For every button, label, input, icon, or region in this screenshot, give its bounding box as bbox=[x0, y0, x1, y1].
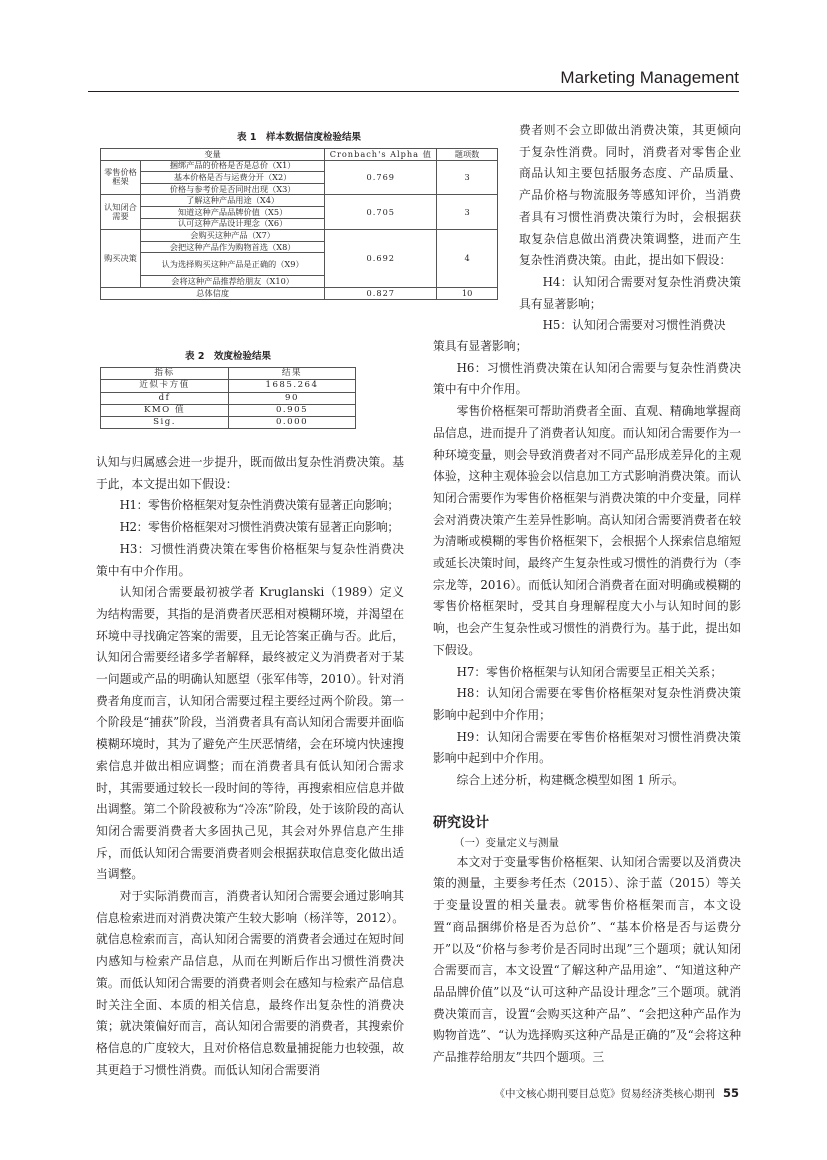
table1-caption: 表 1 样本数据信度检验结果 bbox=[237, 132, 361, 143]
hypothesis-h8: H8：认知闭合需要在零售价格框架对复杂性消费决策影响中起到中介作用； bbox=[433, 686, 741, 722]
paragraph: 零售价格框架可帮助消费者全面、直观、精确地掌握商品信息，进而提升了消费者认知度。而认知闭合需要作为一种环境变量，则会导致消费者对不同产品形成差异化的主观体验，这种主观体验会以信息加工方式影响消费决策。而认知闭合需要作为零售价格框架与消费决策的中介变量，同样会对消费决策产生差异性影响。高认知闭合需要消费者在较为清晰或模糊的零售价格框架下，会根据个人探索信息缩短或延长决策时间，最终产生复杂性或习惯性的消费行为（李宗龙等，2016）。而低认知闭合消费者在面对明确或模糊的零售价格框架时，受其自身理解程度大小与认知时间的影响，也会产生复杂性或习惯性的消费行为。基于此，提出如下假设。 bbox=[433, 404, 741, 657]
hypothesis-h9: H9：认知闭合需要在零售价格框架对习惯性消费决策影响中起到中介作用。 bbox=[433, 729, 741, 766]
table-row bbox=[101, 160, 498, 172]
paragraph: 认知与归属感会进一步提升，既而做出复杂性消费决策。基于此，本文提出如下假设： bbox=[96, 455, 404, 491]
count-cell: 3 bbox=[437, 160, 498, 195]
variable-cell: 会将这种产品推荐给朋友（X10） bbox=[140, 276, 324, 288]
subsection-heading: （一）变量定义与测量 bbox=[454, 836, 559, 849]
hypothesis-h4: H4：认知闭合需要对复杂性消费决策具有显著影响； bbox=[519, 274, 741, 311]
section-heading: 研究设计 bbox=[433, 814, 489, 831]
right-column bbox=[433, 336, 741, 1069]
table-header-cell: 结果 bbox=[229, 368, 356, 380]
paragraph: 认知闭合需要最初被学者 Kruglanski（1989）定义为结构需要，其指的是消费者厌恶相对模糊环境，并渴望在环境中寻找确定答案的需要，且无论答案正确与否。此后，认知闭合需要经诸多学者解释，最终被定义为消费者对于某一问题或产品的明确认知愿望（张军伟等，2010）。针对消费者角度而言，认知闭合需要过程主要经过两个阶段。第一个阶段是“捕获”阶段，当消费者具有高认知闭合需要并面临模糊环境时，其为了避免产生厌恶情绪，会在环境内快速搜索信息并做出相应调整；而在消费者具有低认知闭合需求时，其需要通过较长一段时间的等待，再搜索相应信息并做出调整。第二个阶段被称为“冷冻”阶段，处于该阶段的高认知闭合需要消费者大多固执己见，其会对外界信息产生排斥，而低认知闭合需要消费者则会根据获取信息变化做出适当调整。 bbox=[96, 585, 404, 882]
table-header-cell: Cronbach's Alpha 值 bbox=[325, 149, 437, 161]
table-row bbox=[101, 417, 356, 429]
variable-cell: 了解这种产品用途（X4） bbox=[140, 195, 324, 207]
paragraph: 费者则不会立即做出消费决策，其更倾向于复杂性消费。同时，消费者对零售企业商品认知主要包括服务态度、产品质量、产品价格与物流服务等感知评价，当消费者具有习惯性消费决策行为时，会根据获取复杂信息做出消费决策调整，进而产生复杂性消费决策。由此，提出如下假设： bbox=[519, 123, 741, 268]
table2-caption: 表 2 效度检验结果 bbox=[185, 351, 271, 362]
variable-cell: 知道这种产品品牌价值（X5） bbox=[140, 206, 324, 218]
table-header-cell: 题项数 bbox=[437, 149, 498, 161]
variable-cell: 认为选择购买这种产品是正确的（X9） bbox=[140, 253, 324, 276]
right-column-top bbox=[519, 120, 741, 337]
count-cell: 4 bbox=[437, 230, 498, 288]
alpha-cell: 0.769 bbox=[325, 160, 437, 195]
variable-cell: 捆绑产品的价格是否是总价（X1） bbox=[140, 160, 324, 172]
paragraph: 对于实际消费而言，消费者认知闭合需要会通过影响其信息检索进而对消费决策产生较大影响（杨洋等，2012）。就信息检索而言，高认知闭合需要的消费者会通过在短时间内感知与检索产品信息，从而在判断后作出习惯性消费决策。而低认知闭合需要的消费者则会在感知与检索产品信息时关注全面、本质的相关信息，最终作出复杂性的消费决策；就决策偏好而言，高认知闭合需要的消费者，其搜索价格信息的广度较大，且对价格信息数量捕捉能力也较强，故其更趋于习惯性消费。而低认知闭合需要消 bbox=[96, 889, 404, 1077]
variable-cell: 认可这种产品设计理念（X6） bbox=[140, 218, 324, 230]
running-header-title: Marketing Management bbox=[560, 68, 739, 87]
page-footer bbox=[494, 1086, 739, 1101]
header-rule bbox=[88, 91, 739, 92]
metric-cell: Sig. bbox=[101, 417, 229, 429]
metric-cell: KMO 值 bbox=[101, 404, 229, 416]
table-row bbox=[101, 195, 498, 207]
variable-cell: 价格与参考价是否同时出现（X3） bbox=[140, 183, 324, 195]
hypothesis-h5: H5：认知闭合需要对习惯性消费决 bbox=[542, 318, 726, 333]
reliability-table bbox=[100, 148, 498, 300]
table-row bbox=[101, 404, 356, 416]
hypothesis-h3: H3：习惯性消费决策在零售价格框架与复杂性消费决策中有中介作用。 bbox=[96, 541, 404, 578]
total-count-cell: 10 bbox=[437, 287, 498, 299]
paragraph: 本文对于变量零售价格框架、认知闭合需要以及消费决策的测量，主要参考任杰（2015）、涂于蓝（2015）等关于变量设置的相关量表。就零售价格框架而言，本文设置“商品捆绑价格是否为总价”、“基本价格是否与运费分开”以及“价格与参考价是否同时出现”三个题项；就认知闭合需要而言，本文设置“了解这种产品用途”、“知道这种产品品牌价值”以及“认可这种产品设计理念”三个题项。就消费决策而言，设置“会购买这种产品”、“会把这种产品作为购物首选”、“认为选择购买这种产品是正确的”及“会将这种产品推荐给朋友”共四个题项。三 bbox=[433, 854, 741, 1065]
table-total-row bbox=[101, 287, 498, 299]
hypothesis-h1: H1：零售价格框架对复杂性消费决策有显著正向影响； bbox=[119, 498, 399, 513]
paragraph: 策具有显著影响； bbox=[433, 339, 528, 353]
alpha-cell: 0.705 bbox=[325, 195, 437, 230]
hypothesis-h7: H7：零售价格框架与认知闭合需要呈正相关关系； bbox=[456, 664, 723, 679]
alpha-cell: 0.692 bbox=[325, 230, 437, 288]
hypothesis-h6: H6：习惯性消费决策在认知闭合需要与复杂性消费决策中有中介作用。 bbox=[433, 360, 741, 397]
group-name-cell: 购买决策 bbox=[101, 230, 141, 288]
page-number: 55 bbox=[722, 1086, 739, 1100]
variable-cell: 基本价格是否与运费分开（X2） bbox=[140, 172, 324, 184]
metric-cell: df bbox=[101, 392, 229, 404]
result-cell: 90 bbox=[229, 392, 356, 404]
table-header-cell: 变量 bbox=[101, 149, 325, 161]
table-row bbox=[101, 392, 356, 404]
total-alpha-cell: 0.827 bbox=[325, 287, 437, 299]
table-header-cell: 指标 bbox=[101, 368, 229, 380]
table-header-row bbox=[101, 368, 356, 380]
result-cell: 0.905 bbox=[229, 404, 356, 416]
paragraph: 综合上述分析，构建概念模型如图 1 所示。 bbox=[456, 773, 684, 788]
result-cell: 0.000 bbox=[229, 417, 356, 429]
validity-table bbox=[100, 367, 356, 429]
metric-cell: 近似卡方值 bbox=[101, 380, 229, 392]
journal-note: 《中文核心期刊要目总览》贸易经济类核心期刊 bbox=[494, 1088, 715, 1100]
hypothesis-h2: H2：零售价格框架对习惯性消费决策有显著正向影响； bbox=[119, 520, 399, 535]
variable-cell: 会购买这种产品（X7） bbox=[140, 230, 324, 242]
table-header-row bbox=[101, 149, 498, 161]
total-label-cell: 总体信度 bbox=[101, 287, 325, 299]
group-name-cell: 零售价格框架 bbox=[101, 160, 141, 195]
variable-cell: 会把这种产品作为购物首选（X8） bbox=[140, 241, 324, 253]
table-row bbox=[101, 380, 356, 392]
result-cell: 1685.264 bbox=[229, 380, 356, 392]
group-name-cell: 认知闭合需要 bbox=[101, 195, 141, 230]
left-column bbox=[96, 452, 404, 1081]
table-row bbox=[101, 230, 498, 242]
count-cell: 3 bbox=[437, 195, 498, 230]
